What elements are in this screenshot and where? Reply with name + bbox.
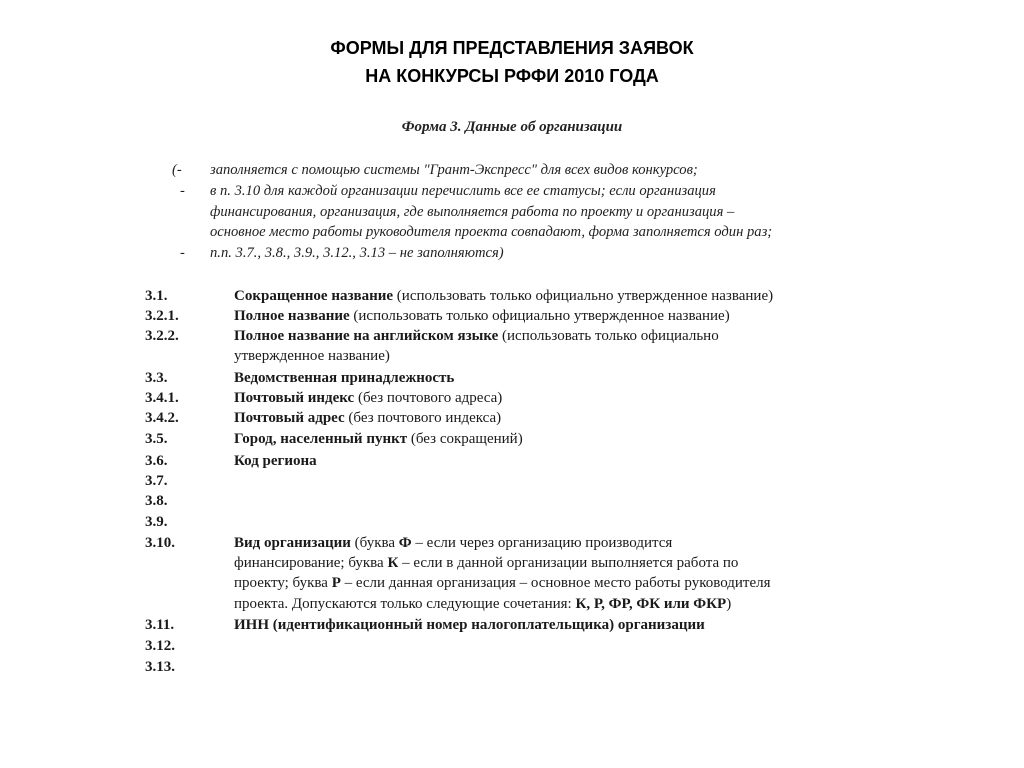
note-text: п.п. 3.7., 3.8., 3.9., 3.12., 3.13 – не заполняются) xyxy=(210,245,504,261)
item-label: Сокращенное название xyxy=(234,288,394,304)
item-note: ) xyxy=(726,595,732,612)
item-note: утвержденное название) xyxy=(234,348,390,364)
form-heading: Форма 3. Данные об организации xyxy=(401,119,623,135)
item-note: – если данная организация – основное место работы руководителя xyxy=(340,575,771,592)
item-note: (использовать только официально утвержденное название) xyxy=(393,288,774,304)
item-label: Вид организации xyxy=(234,535,351,551)
item-label: Город, населенный пункт xyxy=(234,431,408,447)
item-code: Ф xyxy=(398,535,412,551)
item-number: 3.2.2. xyxy=(145,328,179,344)
item-3-10-line-4 xyxy=(234,594,914,614)
item-label: Полное название xyxy=(234,308,350,324)
item-number: 3.10. xyxy=(145,535,175,551)
item-number: 3.9. xyxy=(145,514,168,530)
item-number: 3.8. xyxy=(145,493,168,509)
note-text: основное место работы руководителя проекта совпадают, форма заполняется один раз; xyxy=(210,224,773,240)
item-number: 3.4.1. xyxy=(145,390,179,406)
item-note: (без сокращений) xyxy=(407,431,523,447)
item-note: (буква xyxy=(350,535,399,551)
item-note: (использовать только официально утвержденное название) xyxy=(349,308,730,324)
note-text: финансирования, организация, где выполняется работа по проекту и организация – xyxy=(210,204,735,220)
slide-title-line-2: НА КОНКУРСЫ РФФИ 2010 ГОДА xyxy=(365,66,659,86)
item-number: 3.3. xyxy=(145,370,168,386)
item-code: К xyxy=(387,555,399,572)
item-number: 3.6. xyxy=(145,453,168,469)
item-number: 3.4.2. xyxy=(145,410,179,426)
item-note: (использовать только официально xyxy=(498,328,719,344)
item-label: Полное название на английском языке xyxy=(234,328,499,344)
item-note: (без почтового адреса) xyxy=(354,390,503,406)
item-number: 3.7. xyxy=(145,473,168,489)
note-mark: - xyxy=(180,245,185,261)
item-number: 3.5. xyxy=(145,431,168,447)
item-number: 3.1. xyxy=(145,288,168,304)
item-label: Код региона xyxy=(234,453,317,469)
item-code: Р xyxy=(331,575,341,592)
item-3-10-line-1 xyxy=(234,533,914,553)
slide-title-line-1: ФОРМЫ ДЛЯ ПРЕДСТАВЛЕНИЯ ЗАЯВОК xyxy=(330,38,694,58)
note-mark: - xyxy=(180,183,185,199)
note-text: заполняется с помощью системы "Грант-Экспресс" для всех видов конкурсов; xyxy=(210,162,698,178)
item-note: проекта. Допускаются только следующие сочетания: xyxy=(234,595,576,612)
item-3-10-line-3 xyxy=(234,573,914,593)
item-note: (без почтового индекса) xyxy=(344,410,502,426)
item-number: 3.12. xyxy=(145,638,175,654)
item-number: 3.11. xyxy=(145,617,175,633)
item-3-10-line-2 xyxy=(234,553,914,573)
item-note: проекту; буква xyxy=(234,575,332,592)
item-label: Ведомственная принадлежность xyxy=(234,370,455,386)
item-note: – если в данной организации выполняется работа по xyxy=(398,555,739,572)
item-note: финансирование; буква xyxy=(234,555,388,572)
note-text: в п. 3.10 для каждой организации перечислить все ее статусы; если организация xyxy=(210,183,716,199)
item-code: К, Р, ФР, ФК или ФКР xyxy=(575,595,727,612)
note-mark: (- xyxy=(172,162,182,178)
item-number: 3.2.1. xyxy=(145,308,179,324)
item-note: – если через организацию производится xyxy=(411,535,673,551)
item-label: Почтовый адрес xyxy=(234,410,345,426)
item-label: ИНН (идентификационный номер налогоплательщика) организации xyxy=(234,617,705,633)
item-number: 3.13. xyxy=(145,659,175,675)
item-label: Почтовый индекс xyxy=(234,390,355,406)
